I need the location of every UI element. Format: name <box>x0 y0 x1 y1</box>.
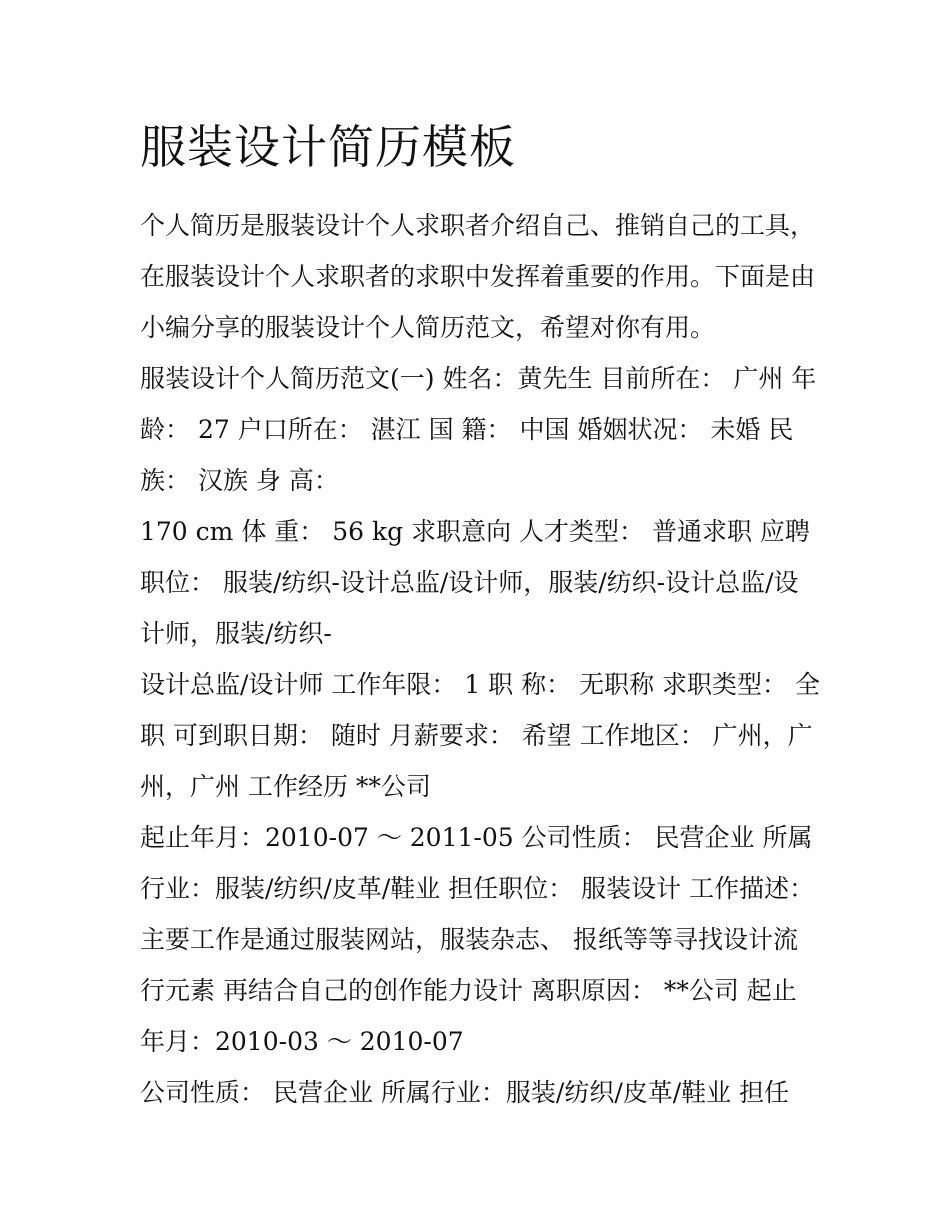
company-info-paragraph: 公司性质： 民营企业 所属行业：服装/纺织/皮革/鞋业 担任 <box>140 1078 790 1107</box>
document-body <box>140 200 820 1118</box>
personal-info-paragraph: 服装设计个人简历范文(一) 姓名：黄先生 目前所在： 广州 年龄： 27 户口所在： 湛江 国 籍： 中国 婚姻状况： 未婚 民族： 汉族 身 高： <box>140 364 817 495</box>
job-intention-paragraph: 170 cm 体 重： 56 kg 求职意向 人才类型： 普通求职 应聘职位： 服装/纺织-设计总监/设计师，服装/纺织-设计总监/设计师，服装/纺织- <box>140 517 810 648</box>
job-details-paragraph: 设计总监/设计师 工作年限： 1 职 称： 无职称 求职类型： 全职 可到职日期： 随时 月薪要求： 希望 工作地区： 广州，广州，广州 工作经历 **公司 <box>140 670 820 801</box>
intro-paragraph: 个人简历是服装设计个人求职者介绍自己、推销自己的工具，在服装设计个人求职者的求职中发挥着重要的作用。下面是由小编分享的服装设计个人简历范文，希望对你有用。 <box>140 211 816 342</box>
document-title: 服装设计简历模板 <box>140 120 516 174</box>
work-experience-paragraph: 起止年月：2010-07 ～ 2011-05 公司性质： 民营企业 所属行业：服装/纺织/皮革/鞋业 担任职位： 服装设计 工作描述：主要工作是通过服装网站，服装杂志、 报纸等等寻找设计流行元素 再结合自己的创作能力设计 离职原因： **公司 起止年月：2010-03 ～ 2010-07 <box>140 823 815 1056</box>
